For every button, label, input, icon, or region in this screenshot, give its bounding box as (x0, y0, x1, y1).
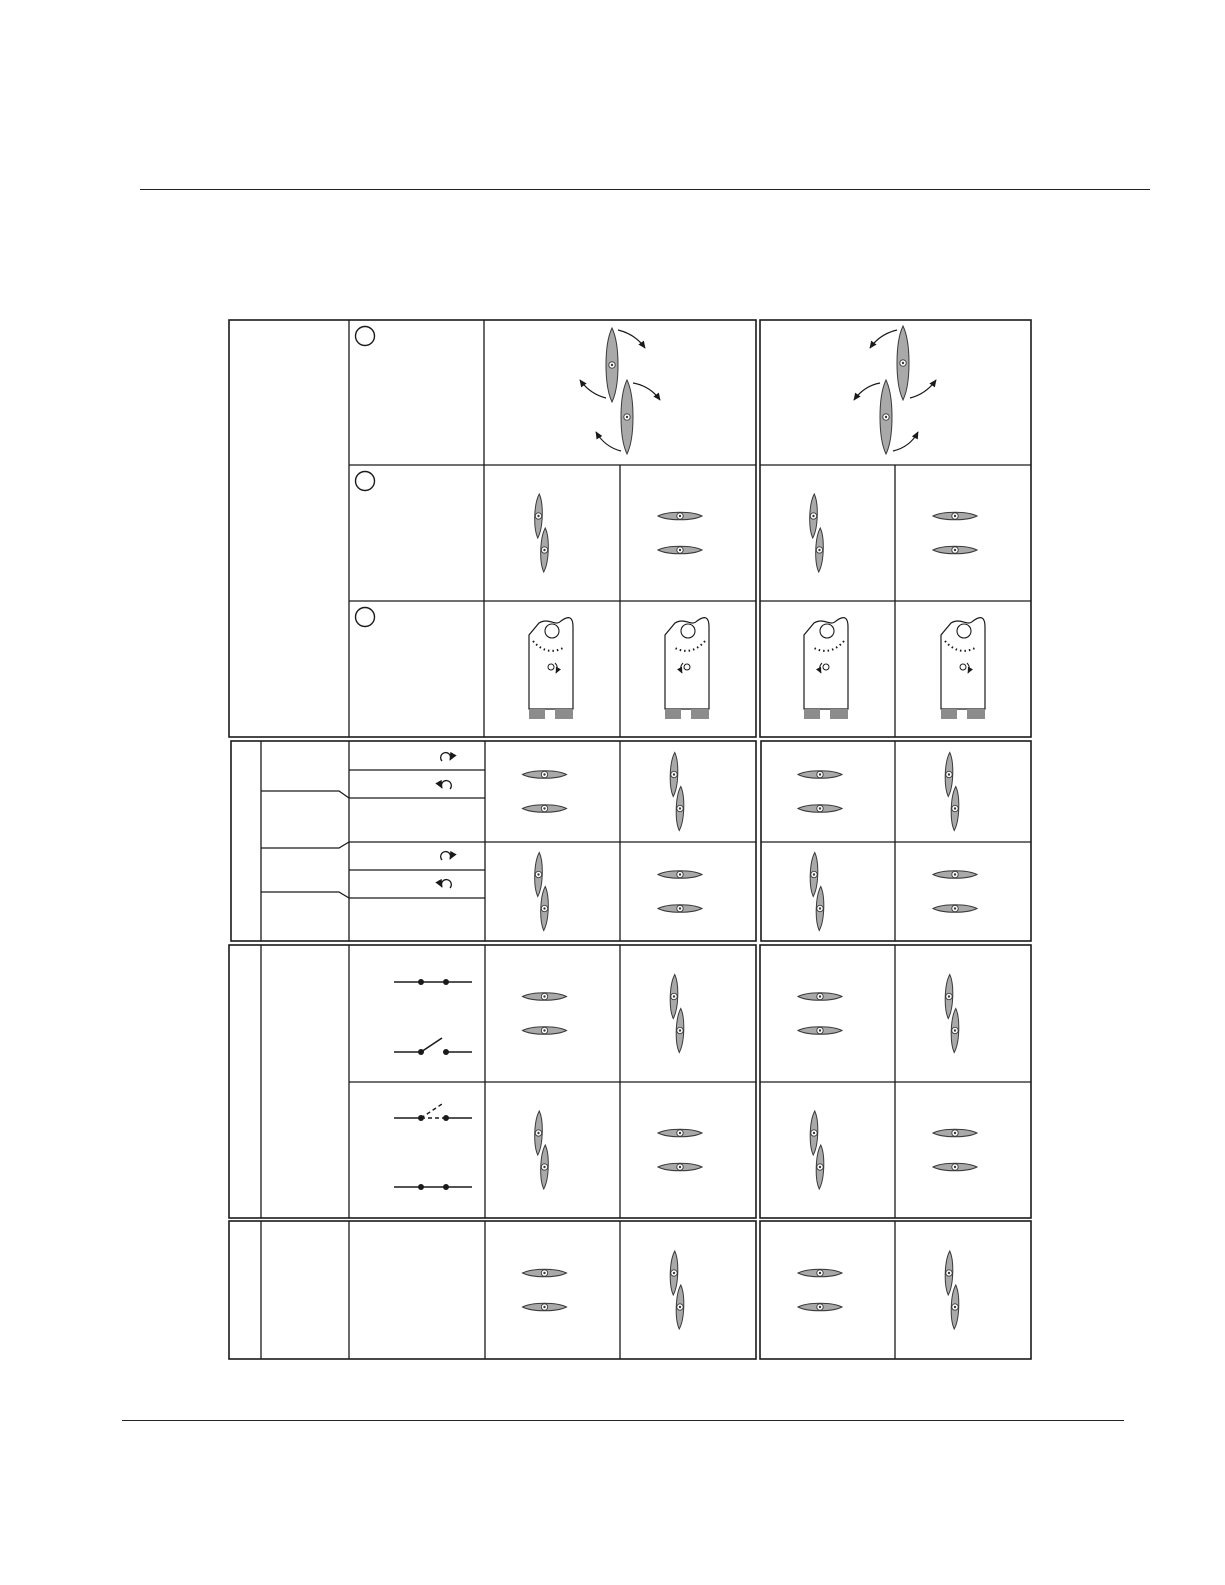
blade-vertical-bottom (950, 1008, 959, 1052)
large-blade-upper-right (897, 326, 909, 400)
blade-pivot-center (954, 907, 956, 909)
contact-dot (443, 1115, 449, 1121)
blade-vertical-top (809, 1111, 818, 1155)
actuator-foot-left (941, 709, 957, 719)
dashed-contact-icon (394, 1104, 472, 1121)
section-d-left-frame (229, 1221, 756, 1359)
large-blade-upper-left (606, 328, 618, 402)
bracket-line (261, 892, 349, 898)
blade-horizontal-bottom (523, 1027, 567, 1035)
blade-vertical-bottom (675, 1285, 684, 1329)
blade-horizontal-top (933, 512, 977, 520)
actuator-hub (681, 624, 695, 638)
blade-vertical-bottom (675, 786, 684, 830)
rotate-cw-arrow-icon (441, 753, 451, 761)
blade-pivot-center (902, 362, 904, 364)
contact-dot (418, 979, 424, 985)
actuator-screw (684, 664, 690, 670)
blade-horizontal-top (658, 1129, 702, 1137)
blade-horizontal-bottom (658, 1163, 702, 1171)
diagram-grid (229, 320, 1031, 1359)
actuator-foot-right (691, 709, 709, 719)
blade-vertical-top (534, 494, 543, 538)
actuator-b (665, 618, 709, 719)
contact-arm-dashed (421, 1104, 442, 1118)
blade-vertical-bottom (815, 528, 824, 572)
blade-pivot-center (954, 549, 956, 551)
section-b-right-frame (761, 741, 1031, 941)
rotation-arrow (910, 380, 936, 398)
blade-pivot-center (611, 364, 613, 366)
blade-horizontal-top (658, 512, 702, 520)
diagram-symbols (356, 326, 986, 1329)
actuator-screw (823, 664, 829, 670)
blade-vertical-bottom (675, 1008, 684, 1052)
actuator-d (941, 618, 985, 719)
blade-horizontal-top (658, 871, 702, 879)
blade-pivot-center (679, 515, 681, 517)
contact-dot (418, 1115, 424, 1121)
rotation-arrow (870, 330, 897, 348)
actuator-foot-right (830, 709, 848, 719)
blade-horizontal-bottom (798, 805, 842, 813)
blade-horizontal-bottom (933, 546, 977, 554)
closed-contact-icon (394, 979, 472, 985)
blade-vertical-top (534, 852, 543, 896)
closed-contact-icon (394, 1184, 472, 1190)
blade-pivot-center (679, 549, 681, 551)
row-marker-circle-2 (356, 472, 375, 491)
blade-horizontal-bottom (933, 905, 977, 913)
blade-horizontal-bottom (523, 805, 567, 813)
rotation-arrow (618, 330, 645, 348)
rotation-arrow (854, 383, 880, 400)
blade-pivot-center (819, 773, 821, 775)
blade-vertical-top (669, 1251, 678, 1295)
actuator-screw (960, 664, 966, 670)
blade-horizontal-bottom (658, 546, 702, 554)
blade-horizontal-bottom (798, 1027, 842, 1035)
actuator-screw (548, 664, 554, 670)
blade-pivot-center (679, 907, 681, 909)
blade-pivot-center (626, 416, 628, 418)
large-blade-lower-right (880, 380, 892, 454)
blade-pivot-center (819, 1306, 821, 1308)
blade-vertical-top (669, 974, 678, 1018)
blade-pivot-center (679, 1166, 681, 1168)
row-marker-circle-1 (356, 327, 375, 346)
large-blade-lower-left (621, 380, 633, 454)
bracket-line (261, 791, 349, 798)
blade-pivot-center (543, 995, 545, 997)
actuator-foot-right (555, 709, 573, 719)
blade-horizontal-top (798, 771, 842, 779)
blade-pivot-center (543, 807, 545, 809)
blade-pivot-center (819, 1272, 821, 1274)
blade-horizontal-bottom (658, 905, 702, 913)
blade-vertical-bottom (950, 786, 959, 830)
contact-dot (418, 1184, 424, 1190)
rotation-arrow (893, 432, 918, 451)
blade-vertical-bottom (815, 1145, 824, 1189)
actuator-c (804, 618, 848, 719)
blade-pivot-center (543, 1029, 545, 1031)
blade-horizontal-bottom (933, 1163, 977, 1171)
blade-pivot-center (819, 1029, 821, 1031)
blade-horizontal-bottom (798, 1303, 842, 1311)
bracket-line (261, 842, 349, 848)
blade-vertical-top (534, 1111, 543, 1155)
blade-horizontal-top (523, 1269, 567, 1277)
blade-pivot-center (954, 1132, 956, 1134)
blade-horizontal-top (798, 1269, 842, 1277)
blade-pivot-center (954, 873, 956, 875)
blade-pivot-center (954, 1166, 956, 1168)
blade-pivot-center (543, 1272, 545, 1274)
blade-pivot-center (954, 515, 956, 517)
blade-pivot-center (885, 416, 887, 418)
blade-vertical-bottom (950, 1285, 959, 1329)
blade-pivot-center (679, 1132, 681, 1134)
rotate-cw-arrow-icon (441, 852, 451, 860)
blade-pivot-center (819, 995, 821, 997)
actuator-foot-left (804, 709, 820, 719)
blade-vertical-top (944, 974, 953, 1018)
actuator-a (529, 618, 573, 719)
row-marker-circle-3 (356, 608, 375, 627)
blade-horizontal-top (933, 871, 977, 879)
actuator-foot-left (665, 709, 681, 719)
blade-vertical-top (944, 1251, 953, 1295)
blade-horizontal-top (798, 993, 842, 1001)
blade-pivot-center (679, 873, 681, 875)
contact-dot (443, 979, 449, 985)
contact-dot (443, 1184, 449, 1190)
blade-vertical-top (809, 494, 818, 538)
blade-pivot-center (819, 807, 821, 809)
blade-horizontal-top (523, 771, 567, 779)
rotate-ccw-arrow-icon (441, 781, 451, 789)
rotation-arrow (596, 432, 621, 451)
actuator-hub (545, 624, 559, 638)
blade-vertical-top (669, 752, 678, 796)
rotation-arrow (580, 380, 606, 398)
actuator-foot-right (967, 709, 985, 719)
contact-dot (443, 1049, 449, 1055)
contact-dot (418, 1049, 424, 1055)
blade-horizontal-top (933, 1129, 977, 1137)
blade-vertical-top (809, 852, 818, 896)
blade-horizontal-bottom (523, 1303, 567, 1311)
open-contact-icon (394, 1038, 472, 1055)
blade-horizontal-top (523, 993, 567, 1001)
blade-vertical-bottom (540, 1145, 549, 1189)
blade-vertical-bottom (540, 886, 549, 930)
contact-arm (421, 1038, 442, 1052)
actuator-hub (820, 624, 834, 638)
blade-vertical-bottom (815, 886, 824, 930)
blade-vertical-top (944, 752, 953, 796)
actuator-hub (957, 624, 971, 638)
blade-pivot-center (543, 1306, 545, 1308)
actuator-foot-left (529, 709, 545, 719)
blade-pivot-center (543, 773, 545, 775)
blade-vertical-bottom (540, 528, 549, 572)
rotate-ccw-arrow-icon (441, 880, 451, 888)
rotation-arrow (633, 383, 660, 400)
